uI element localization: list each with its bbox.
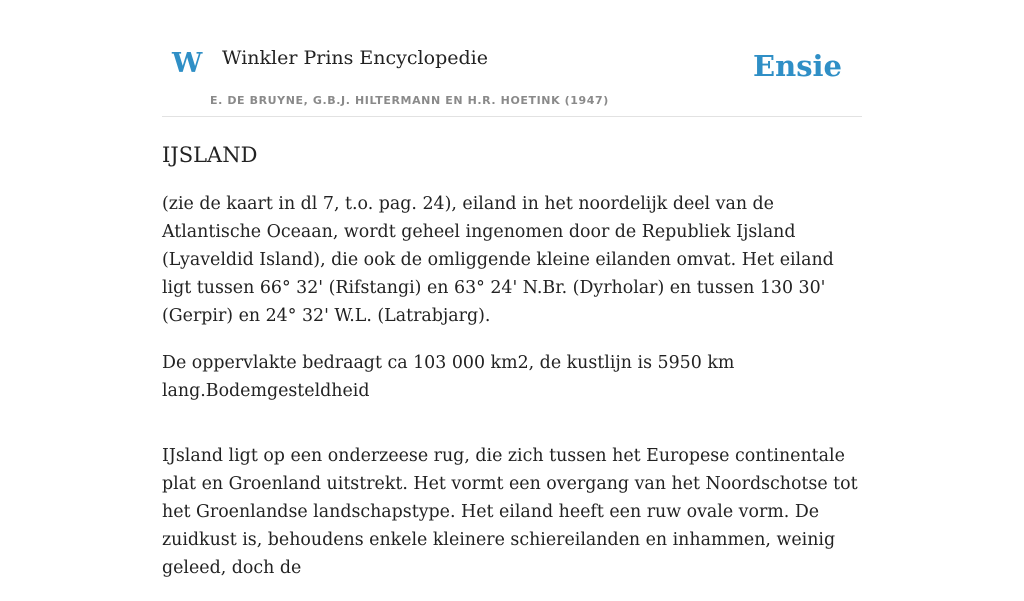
article-paragraph: IJsland ligt op een onderzeese rug, die zich tussen het Europese continentale plat en Groenland uitstrekt. Het vormt een overgang van het Noordschotse tot het Groenlandse landschapstype. Het eiland heeft een ruw ovale vorm. De zuidkust is, behoudens enkele kleinere schiereilanden en inhammen, weinig geleed, doch de (162, 446, 858, 578)
article (162, 140, 862, 601)
article-paragraph: (zie de kaart in dl 7, t.o. pag. 24), eiland in het noordelijk deel van de Atlantische Oceaan, wordt geheel ingenomen door de Republiek Ijsland (Lyaveldid Island), die ook de omliggende kleine eilanden omvat. Het eiland ligt tussen 66° 32' (Rifstangi) en 63° 24' N.Br. (Dyrholar) en tussen 130 30' (Gerpir) en 24° 32' W.L. (Latrabjarg). (162, 194, 834, 326)
entry-title: IJSLAND (162, 143, 258, 167)
article-paragraph: De oppervlakte bedraagt ca 103 000 km2, de kustlijn is 5950 km lang.Bodemgesteldheid (162, 353, 735, 401)
ensie-logo[interactable]: Ensie (753, 49, 842, 83)
publication-logo[interactable]: W (172, 48, 203, 79)
publication-header (162, 30, 862, 117)
publication-title[interactable]: Winkler Prins Encyclopedie (222, 47, 488, 69)
publication-authors: E. DE BRUYNE, G.B.J. HILTERMANN EN H.R. HOETINK (1947) (210, 94, 609, 107)
